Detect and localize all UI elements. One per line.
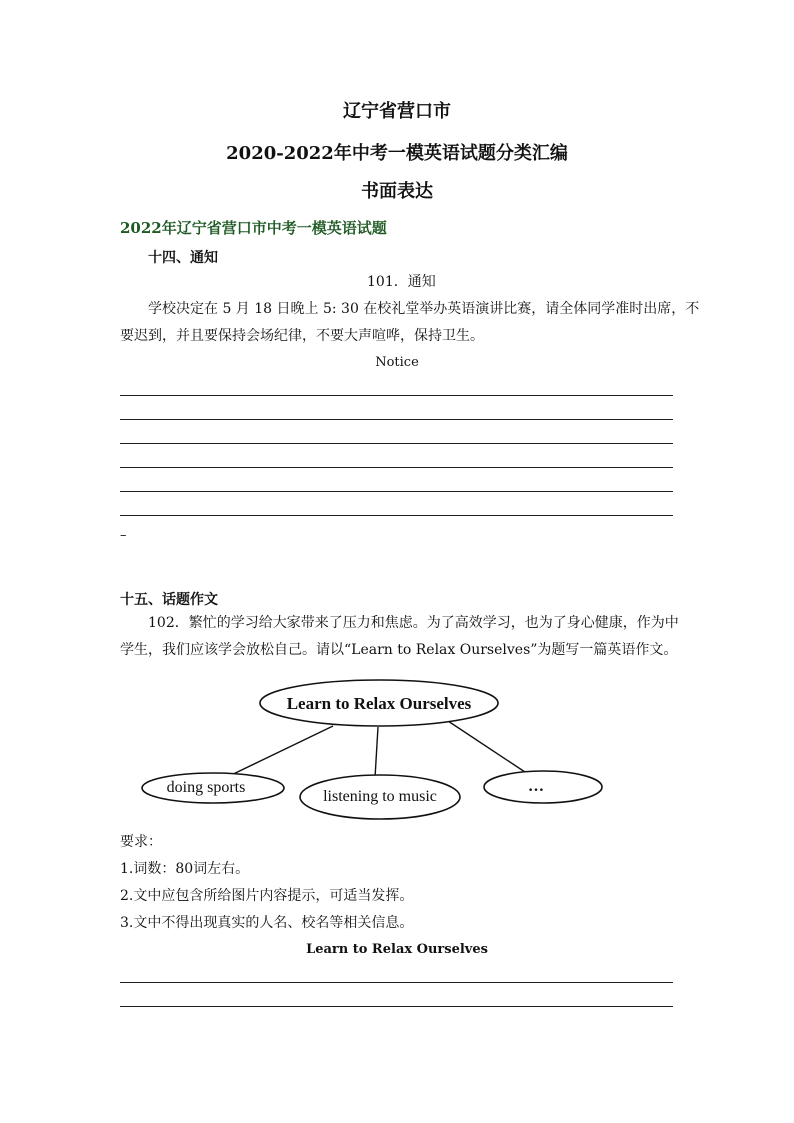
- answer-line: [120, 467, 673, 468]
- question-102-prompt-line2: 学生，我们应该学会放松自己。请以“Learn to Relax Ourselves”为题写一篇英语作文。: [120, 642, 678, 658]
- node-label-music: listening to music: [323, 788, 437, 805]
- answer-line: [120, 982, 673, 983]
- doc-title-topic: 书面表达: [361, 181, 433, 202]
- stray-mark: –: [120, 528, 127, 543]
- question-101-prompt-line1: 学校决定在 5 月 18 日晚上 5: 30 在校礼堂举办英语演讲比赛，请全体同学准时出席，不: [148, 301, 700, 317]
- essay-title: Learn to Relax Ourselves: [306, 942, 488, 957]
- node-label-more: …: [528, 778, 544, 795]
- answer-line: [120, 1006, 673, 1007]
- doc-title-series: 2020-2022年中考一模英语试题分类汇编: [226, 143, 568, 164]
- notice-title: Notice: [375, 355, 419, 370]
- answer-line: [120, 443, 673, 444]
- part14-heading: 十四、通知: [148, 250, 218, 266]
- requirement-3: 3.文中不得出现真实的人名、校名等相关信息。: [120, 915, 414, 931]
- node-label-sports: doing sports: [166, 779, 246, 796]
- connector-line: [448, 721, 528, 774]
- question-101-prompt-line2: 要迟到，并且要保持会场纪律，不要大声喧哗，保持卫生。: [120, 328, 484, 344]
- doc-title-province: 辽宁省营口市: [343, 101, 451, 122]
- answer-line: [120, 491, 673, 492]
- connector-line: [225, 726, 333, 778]
- answer-line: [120, 395, 673, 396]
- part15-heading: 十五、话题作文: [120, 592, 218, 608]
- question-102-prompt-line1: 102．繁忙的学习给大家带来了压力和焦虑。为了高效学习，也为了身心健康，作为中: [148, 615, 679, 631]
- mind-map-diagram: [130, 676, 610, 826]
- requirements-label: 要求：: [120, 834, 162, 850]
- section-heading-2022: 2022年辽宁省营口市中考一模英语试题: [120, 219, 387, 237]
- question-101-label: 101．通知: [367, 274, 436, 290]
- requirement-1: 1.词数：80词左右。: [120, 861, 250, 877]
- answer-line: [120, 419, 673, 420]
- answer-line: [120, 515, 673, 516]
- center-node-label: Learn to Relax Ourselves: [286, 694, 472, 713]
- requirement-2: 2.文中应包含所给图片内容提示，可适当发挥。: [120, 888, 414, 904]
- connector-line: [375, 727, 378, 778]
